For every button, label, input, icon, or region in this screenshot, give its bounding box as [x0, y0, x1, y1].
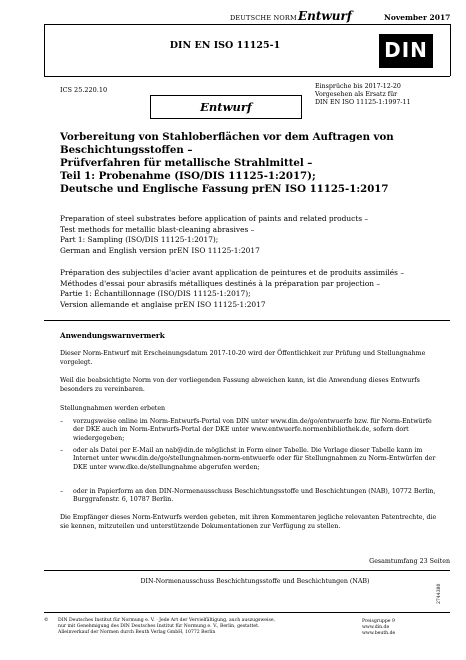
copyright-icon: ©	[44, 618, 49, 623]
replaced-standard: DIN EN ISO 11125-1:1997-11	[315, 99, 411, 106]
objection-date: Einsprüche bis 2017-12-20	[315, 83, 401, 90]
copyright-line: nur mit Genehmigung des DIN Deutsches Institut für Normung e. V., Berlin, gestattet.	[58, 624, 260, 629]
list-item-text: oder in Papierform an den DIN-Normenausschuss Beschichtungsstoffe und Beschichtungen (NAB), 10772 Berlin, Burggrafenstr. 6, 10787 Berlin.	[73, 488, 436, 504]
copyright-line: Alleinverkauf der Normen durch Beuth Verlag GmbH, 10772 Berlin	[58, 630, 216, 635]
warning-paragraph: Weil die beabsichtigte Norm von der vorliegenden Fassung abweichen kann, ist die Anwendung dieses Entwurfs besonders zu vereinbaren.	[60, 377, 420, 393]
warning-paragraph: Dieser Norm-Entwurf mit Erscheinungsdatum 2017-10-20 wird der Öffentlichkeit zur Prüfung und Stellungnahme vorgelegt.	[60, 350, 426, 366]
title-line: Prüfverfahren für metallische Strahlmittel –	[60, 157, 313, 169]
bullet-dash: –	[60, 447, 64, 454]
title-line: Teil 1: Probenahme (ISO/DIS 11125-1:2017);	[60, 170, 316, 182]
draft-label: Entwurf	[200, 100, 252, 114]
page-count: Gesamtumfang 23 Seiten	[369, 558, 450, 565]
title-line: German and English version prEN ISO 11125-1:2017	[60, 245, 260, 255]
header-date: November 2017	[384, 13, 451, 22]
footer-bottom-divider	[44, 612, 450, 613]
din-logo	[379, 34, 433, 68]
title-english	[60, 214, 440, 256]
din-url: www.din.de	[362, 625, 390, 630]
replacement-label: Vorgesehen als Ersatz für	[315, 91, 398, 98]
title-french	[60, 268, 450, 310]
comments-intro: Stellungnahmen werden erbeten	[60, 405, 166, 412]
title-line: Méthodes d'essai pour abrasifs métalliques destinés à la préparation par projection –	[60, 278, 381, 288]
title-line: Preparation of steel substrates before application of paints and related products –	[60, 214, 369, 223]
header-label: DEUTSCHE NORM	[230, 14, 297, 22]
replacement-note	[315, 83, 450, 107]
document-number: DIN EN ISO 11125-1	[169, 40, 281, 51]
beuth-url: www.beuth.de	[362, 631, 396, 636]
frame-right-top	[450, 24, 451, 76]
din-logo-text: DIN	[384, 38, 428, 62]
committee-name: DIN-Normenausschuss Beschichtungsstoffe und Beschichtungen (NAB)	[140, 578, 370, 585]
title-german	[60, 131, 440, 196]
title-line: Test methods for metallic blast-cleaning abrasives –	[60, 224, 255, 234]
warning-heading: Anwendungswarnvermerk	[60, 331, 165, 340]
header-divider	[44, 24, 450, 25]
bullet-dash: –	[60, 488, 64, 495]
patent-notice: Die Empfänger dieses Norm-Entwurfs werden gebeten, mit ihren Kommentaren jegliche relevanten Patentrechte, die sie kennen, mitzuteilen und unterstützende Dokumentationen zur Verfügung zu stellen.	[60, 514, 437, 530]
ics-code: ICS 25.220.10	[60, 86, 108, 94]
title-line: Beschichtungsstoffen –	[60, 144, 193, 156]
section-divider	[44, 320, 450, 321]
copyright-line: DIN Deutsches Institut für Normung e. V. · Jede Art der Vervielfältigung, auch auszugsweise,	[58, 618, 276, 623]
header-status: Entwurf	[298, 9, 352, 23]
title-line: Partie 1: Échantillonnage (ISO/DIS 11125-1:2017);	[60, 289, 251, 299]
footer-divider	[44, 570, 450, 571]
frame-left-top	[44, 24, 45, 76]
price-group: Preisgruppe 9	[362, 619, 395, 624]
draft-box	[150, 95, 302, 119]
document-code: 2744380	[437, 583, 442, 604]
copyright-text	[58, 618, 298, 636]
title-line: Préparation des subjectiles d'acier avant application de peintures et de produits assimilés –	[60, 268, 405, 277]
list-item-text: oder als Datei per E-Mail an nab@din.de möglichst in Form einer Tabelle. Die Vorlage dieser Tabelle kann im Internet unter www.din.de/go/stellungnahmen-norm-entwuerfe oder für Stellungnahmen zu Norm-Entwürfen der DKE unter www.dke.de/stellungnahme abgerufen werden;	[73, 447, 436, 471]
title-line: Version allemande et anglaise prEN ISO 11125-1:2017	[60, 299, 266, 309]
title-line: Part 1: Sampling (ISO/DIS 11125-1:2017);	[60, 235, 219, 245]
bullet-dash: –	[60, 418, 64, 425]
price-info	[362, 619, 395, 637]
title-line: Deutsche und Englische Fassung prEN ISO 11125-1:2017	[60, 183, 389, 195]
list-item-text: vorzugsweise online im Norm-Entwurfs-Portal von DIN unter www.din.de/go/entwuerfe bzw. für Norm-Entwürfe der DKE auch im Norm-Entwurfs-Portal der DKE unter www.entwuerfe.normenbibliothek.de, sofern dort wiedergegeben;	[73, 418, 432, 442]
title-line: Vorbereitung von Stahloberflächen vor dem Auftragen von	[60, 131, 394, 143]
docnum-divider	[44, 76, 450, 77]
